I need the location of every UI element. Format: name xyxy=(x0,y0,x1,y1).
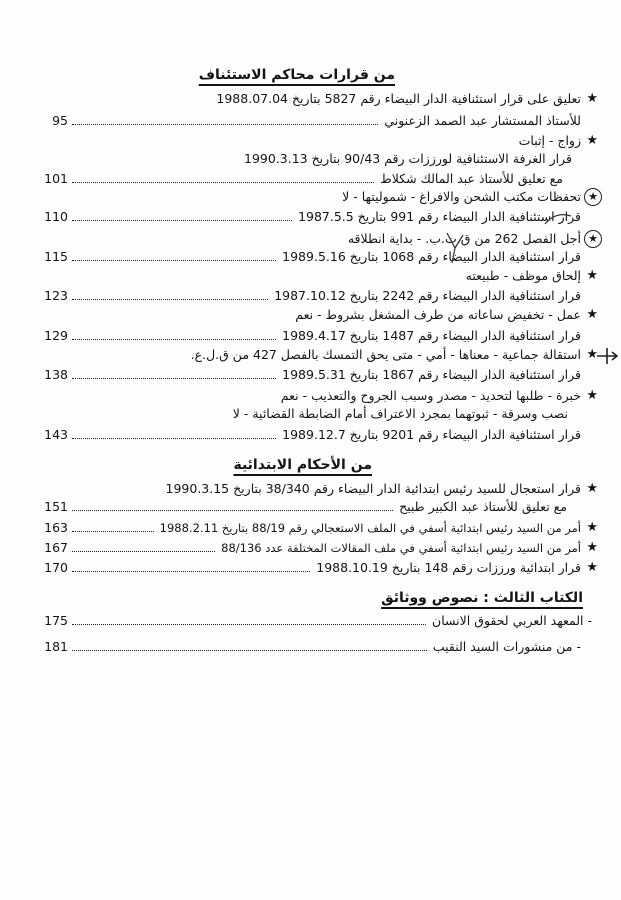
dot-leader xyxy=(72,531,154,532)
toc-entry-line xyxy=(40,306,598,324)
toc-entry-line xyxy=(40,208,581,226)
entry-title: استقالة جماعية - معناها - أمي - متى يحق التمسك بالفصل 427 من ق.ل.ع. xyxy=(190,347,581,362)
toc-entry-line xyxy=(40,638,581,656)
page-number: 151 xyxy=(44,499,68,514)
page-number: 167 xyxy=(44,540,68,555)
entry-subtitle: قرار استئنافية الدار البيضاء رقم 1487 بتاريخ 1989.4.17 xyxy=(282,328,581,343)
entry-title: قرار استعجال للسيد رئيس ابتدائية الدار البيضاء رقم 38/340 بتاريخ 1990.3.15 xyxy=(165,481,581,496)
page-number: 138 xyxy=(44,367,68,382)
entry-subtitle: قرار استئنافية الدار البيضاء رقم 1068 بتاريخ 1989.5.16 xyxy=(282,249,581,264)
entry-title: أجل الفصل 262 من ق.ت.ب. - بداية انطلاقه xyxy=(347,231,581,246)
entry-subtitle: قرار استئنافية الدار البيضاء رقم 9201 بتاريخ 1989.12.7 xyxy=(282,427,581,442)
entry-title: أمر من السيد رئيس ابتدائية أسفي في ملف المقالات المختلفة عدد 88/136 xyxy=(221,541,581,555)
page-number: 101 xyxy=(44,171,68,186)
circled-star-bullet-icon: ★ xyxy=(584,230,602,248)
entry-subtitle: قرار استئنافية الدار البيضاء رقم 2242 بتاريخ 1987.10.12 xyxy=(274,288,581,303)
entry-subtitle: مع تعليق للأستاذ عبد المالك شكلاط xyxy=(380,171,563,186)
dot-leader xyxy=(72,182,374,183)
toc-entry-line xyxy=(40,539,598,557)
page-number: 110 xyxy=(44,209,68,224)
star-bullet-icon: ★ xyxy=(586,307,598,322)
toc-entry-line xyxy=(40,387,598,405)
page-number: 163 xyxy=(44,520,68,535)
entry-title: عمل - تخفيض ساعاته من طرف المشغل بشروط - نعم xyxy=(295,307,581,322)
page-number: 95 xyxy=(52,113,68,128)
toc-entry-line xyxy=(40,327,581,345)
section-heading-book-three: الكتاب الثالث : نصوص ووثائق xyxy=(381,590,583,606)
dot-leader xyxy=(72,124,378,125)
section-heading-first-instance: من الأحكام الابتدائية xyxy=(233,457,372,473)
dot-leader xyxy=(72,650,427,651)
toc-entry-line xyxy=(40,405,581,423)
toc-entry-line xyxy=(40,170,581,188)
page-number: 143 xyxy=(44,427,68,442)
dot-leader xyxy=(72,510,393,511)
dot-leader xyxy=(72,260,276,261)
entry-subtitle: للأستاذ المستشار عبد الصمد الزعنوني xyxy=(384,113,581,128)
star-bullet-icon: ★ xyxy=(586,560,598,575)
dot-leader xyxy=(72,339,276,340)
toc-entry-line xyxy=(40,132,598,150)
entry-title: - المعهد العربي لحقوق الانسان xyxy=(432,613,592,628)
toc-entry-line xyxy=(40,612,592,630)
toc-entry-line xyxy=(40,498,581,516)
page-number: 175 xyxy=(44,613,68,628)
pen-cross-mark xyxy=(597,348,617,364)
circled-star-bullet-icon: ★ xyxy=(584,188,602,206)
page-number: 123 xyxy=(44,288,68,303)
dot-leader xyxy=(72,438,276,439)
dot-leader xyxy=(72,571,310,572)
toc-entry-line xyxy=(40,519,598,537)
toc-entry-line xyxy=(40,480,598,498)
entry-title: أمر من السيد رئيس ابتدائية أسفي في الملف الاستعجالي رقم 88/19 بتاريخ 1988.2.11 xyxy=(159,521,581,535)
toc-entry-line xyxy=(40,150,581,168)
entry-subtitle: مع تعليق للأستاذ عبد الكبير طبيح xyxy=(399,499,567,514)
page-number: 181 xyxy=(44,639,68,654)
toc-entry-line xyxy=(40,559,598,577)
toc-entry-line xyxy=(40,112,581,130)
toc-entry-line xyxy=(40,366,581,384)
entry-title: - من منشورات السيد النقيب xyxy=(432,639,581,654)
star-bullet-icon: ★ xyxy=(586,347,598,362)
page-number: 115 xyxy=(44,249,68,264)
dot-leader xyxy=(72,624,426,625)
toc-entry-line xyxy=(40,426,581,444)
page-number: 170 xyxy=(44,560,68,575)
star-bullet-icon: ★ xyxy=(586,91,598,106)
toc-entry-line xyxy=(40,267,598,285)
toc-entry-line xyxy=(40,230,598,248)
toc-entry-line xyxy=(40,248,581,266)
dot-leader xyxy=(72,220,292,221)
star-bullet-icon: ★ xyxy=(586,540,598,555)
star-bullet-icon: ★ xyxy=(586,388,598,403)
entry-subtitle: قرار استئنافية الدار البيضاء رقم 991 بتاريخ 1987.5.5 xyxy=(298,209,581,224)
star-bullet-icon: ★ xyxy=(586,520,598,535)
entry-title: تعليق على قرار استئنافية الدار البيضاء رقم 5827 بتاريخ 1988.07.04 xyxy=(216,91,581,106)
entry-title: إلحاق موظف - طبيعته xyxy=(465,268,581,283)
star-bullet-icon: ★ xyxy=(586,268,598,283)
dot-leader xyxy=(72,378,276,379)
section-heading-appeal-courts: من قرارات محاكم الاستئناف xyxy=(198,67,395,83)
entry-title: تحفظات مكتب الشحن والافراغ - شموليتها - لا xyxy=(342,189,581,204)
dot-leader xyxy=(72,299,268,300)
toc-entry-line xyxy=(40,287,581,305)
page-number: 129 xyxy=(44,328,68,343)
entry-title: زواج - إثبات xyxy=(518,133,581,148)
entry-subtitle: قرار الغرفة الاستئنافية لورززات رقم 90/43 بتاريخ 1990.3.13 xyxy=(244,151,572,166)
toc-entry-line xyxy=(40,188,598,206)
star-bullet-icon: ★ xyxy=(586,133,598,148)
dot-leader xyxy=(72,551,215,552)
entry-title: قرار ابتدائية ورززات رقم 148 بتاريخ 1988.10.19 xyxy=(316,560,581,575)
entry-title: خبرة - طلبها لتحديد - مصدر وسبب الجروح والتعذيب - نعم xyxy=(280,388,581,403)
star-bullet-icon: ★ xyxy=(586,481,598,496)
entry-subtitle: نصب وسرقة - ثبوتهما بمجرد الاعتراف أمام الضابطة القضائية - لا xyxy=(232,406,568,421)
toc-entry-line xyxy=(40,90,598,108)
toc-entry-line xyxy=(40,346,598,364)
entry-subtitle: قرار استئنافية الدار البيضاء رقم 1867 بتاريخ 1989.5.31 xyxy=(282,367,581,382)
